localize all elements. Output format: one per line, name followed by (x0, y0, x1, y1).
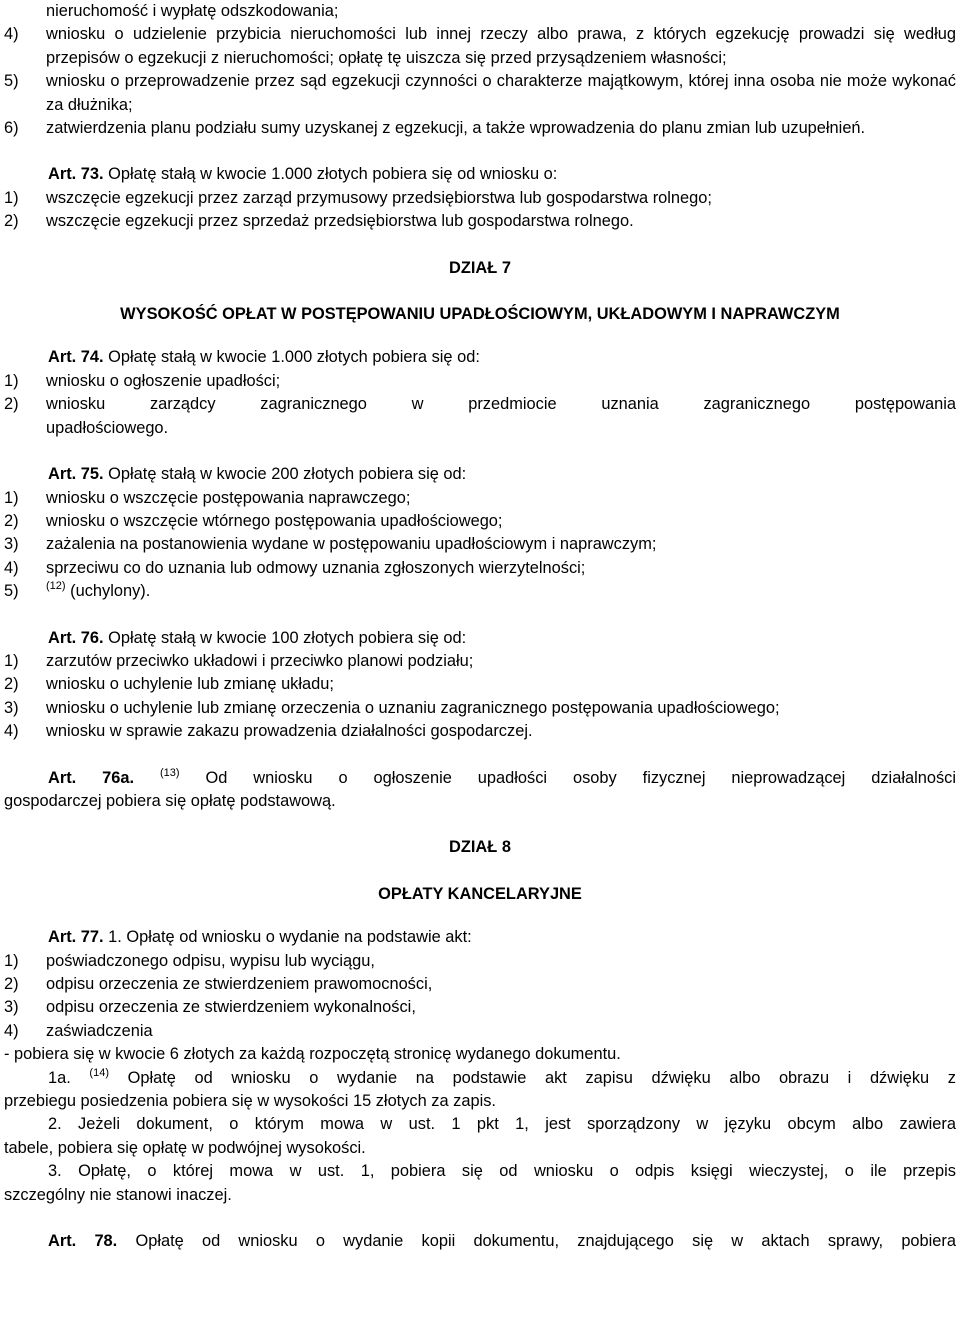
item-number: 2) (4, 511, 19, 530)
list-item (4, 23, 956, 70)
footnote-marker: (14) (89, 1066, 109, 1079)
item-number: 4) (4, 558, 19, 577)
article-label: Art. 77. (48, 928, 104, 947)
article-text: gospodarczej pobiera się opłatę podstawową. (4, 791, 336, 810)
ust-text: 3. Opłatę, o której mowa w ust. 1, pobiera się od wniosku o odpis księgi wieczystej, o ile przepis (48, 1162, 956, 1181)
item-text: wniosku o uchylenie lub zmianę orzeczenia o uznaniu zagranicznego postępowania upadłościowego; (46, 698, 780, 717)
item-text: wniosku o udzielenie przybicia nieruchomości lub innej rzeczy albo prawa, z których egzekucję prowadzi się według przepisów o egzekucji z nieruchomości; opłatę tę uiszcza się przed przysądzeniem własności; (46, 25, 956, 67)
article-text: Od wniosku o ogłoszenie upadłości osoby fizycznej nieprowadzącej działalności (205, 768, 956, 787)
ust-text: 2. Jeżeli dokument, o którym mowa w ust. 1 pkt 1, jest sporządzony w języku obcym albo zawiera (48, 1115, 956, 1134)
article-label: Art. 78. (48, 1232, 118, 1251)
item-text: sprzeciwu co do uznania lub odmowy uznania zgłoszonych wierzytelności; (46, 558, 586, 577)
item-text: wszczęcie egzekucji przez zarząd przymusowy przedsiębiorstwa lub gospodarstwa rolnego; (46, 188, 712, 207)
item-text: wniosku o uchylenie lub zmianę układu; (46, 675, 334, 694)
article-text: Opłatę stałą w kwocie 100 złotych pobiera się od: (108, 628, 467, 647)
list-item (4, 393, 956, 440)
list-item (4, 650, 956, 673)
section-heading: DZIAŁ 8 (449, 838, 511, 857)
item-text: wniosku w sprawie zakazu prowadzenia działalności gospodarczej. (46, 722, 533, 741)
item-number: 3) (4, 535, 19, 554)
item-text: upadłościowego. (46, 418, 169, 437)
item-number: 6) (4, 119, 19, 138)
article-text: 1. Opłatę od wniosku o wydanie na podstawie akt: (108, 928, 472, 947)
article-text: Opłatę stałą w kwocie 200 złotych pobiera się od: (108, 465, 467, 484)
article-label: Art. 74. (48, 348, 104, 367)
list-item (4, 70, 956, 117)
list-item (4, 1020, 956, 1043)
item-number: 3) (4, 998, 19, 1017)
list-item (4, 580, 956, 603)
item-number: 1) (4, 951, 19, 970)
list-item (4, 697, 956, 720)
ust-text: tabele, pobiera się opłatę w podwójnej wysokości. (4, 1138, 366, 1157)
article-77-ust-2 (4, 1113, 956, 1160)
section-title: WYSOKOŚĆ OPŁAT W POSTĘPOWANIU UPADŁOŚCIOWYM, UKŁADOWYM I NAPRAWCZYM (120, 305, 840, 324)
item-text: poświadczonego odpisu, wypisu lub wyciągu, (46, 951, 375, 970)
item-text: nieruchomość i wypłatę odszkodowania; (46, 2, 339, 20)
item-number: 1) (4, 188, 19, 207)
list-item (4, 973, 956, 996)
article-77-ust-1a (4, 1067, 956, 1114)
item-number: 2) (4, 975, 19, 993)
list-item (4, 950, 956, 973)
article-76a (4, 767, 956, 814)
item-text: odpisu orzeczenia ze stwierdzeniem wykonalności, (46, 998, 416, 1017)
item-number: 3) (4, 698, 19, 717)
footnote-marker: (12) (46, 580, 66, 593)
section-heading: DZIAŁ 7 (449, 258, 511, 277)
article-77-items (4, 950, 956, 1044)
article-77 (4, 926, 956, 949)
item-number: 1) (4, 651, 19, 670)
article-text: Opłatę stałą w kwocie 1.000 złotych pobiera się od: (108, 348, 480, 367)
article-76 (4, 627, 956, 650)
article-77-ust-3 (4, 1160, 956, 1207)
list-item (4, 720, 956, 743)
article-77-tail: - pobiera się w kwocie 6 złotych za każdą rozpoczętą stronicę wydanego dokumentu. (4, 1045, 621, 1064)
item-text: zażalenia na postanowienia wydane w postępowaniu upadłościowym i naprawczym; (46, 535, 657, 554)
list-item (4, 210, 956, 233)
item-text: wniosku o ogłoszenie upadłości; (46, 371, 281, 390)
ust-text: szczególny nie stanowi inaczej. (4, 1185, 232, 1204)
article-text: Opłatę stałą w kwocie 1.000 złotych pobiera się od wniosku o: (108, 165, 558, 184)
article-text: Opłatę od wniosku o wydanie kopii dokumentu, znajdującego się w aktach sprawy, pobiera (135, 1232, 956, 1251)
ust-text: Opłatę od wniosku o wydanie na podstawie akt zapisu dźwięku albo obrazu i dźwięku z (127, 1068, 956, 1087)
article-76-items (4, 650, 956, 744)
item-number: 2) (4, 212, 19, 231)
item-text: zatwierdzenia planu podziału sumy uzyskanej z egzekucji, a także wprowadzenia do planu zmian lub uzupełnień. (46, 119, 866, 138)
article-73-items (4, 187, 956, 234)
article-label: Art. 75. (48, 465, 104, 484)
section-title: OPŁATY KANCELARYJNE (378, 884, 582, 903)
article-75-items (4, 487, 956, 604)
item-text: zaświadczenia (46, 1021, 153, 1040)
article-label: Art. 73. (48, 165, 104, 184)
ust-text: przebiegu posiedzenia pobiera się w wysokości 15 złotych za zapis. (4, 1092, 496, 1111)
item-text: odpisu orzeczenia ze stwierdzeniem prawomocności, (46, 975, 433, 993)
item-text: wniosku o przeprowadzenie przez sąd egzekucji czynności o charakterze majątkowym, której inna osoba nie może wykonać za dłużnika; (46, 72, 956, 114)
item-number: 4) (4, 722, 19, 741)
item-number: 1) (4, 488, 19, 507)
list-item (4, 510, 956, 533)
item-number: 5) (4, 582, 19, 601)
article-73 (4, 163, 956, 186)
item-text: wszczęcie egzekucji przez sprzedaż przedsiębiorstwa lub gospodarstwa rolnego. (46, 212, 634, 231)
list-item (4, 673, 956, 696)
article-label: Art. 76a. (48, 768, 135, 787)
list-item (4, 187, 956, 210)
item-text: wniosku o wszczęcie postępowania naprawczego; (46, 488, 411, 507)
item-number: 2) (4, 395, 19, 414)
list-item (4, 533, 956, 556)
item-number: 4) (4, 25, 19, 44)
article-label: Art. 76. (48, 628, 104, 647)
list-item (4, 996, 956, 1019)
list-item (4, 370, 956, 393)
article-75 (4, 463, 956, 486)
list-item (4, 557, 956, 580)
article-78 (4, 1230, 956, 1253)
item-number: 1) (4, 371, 19, 390)
item-number: 4) (4, 1021, 19, 1040)
continued-line (4, 0, 956, 23)
list-item (4, 487, 956, 510)
item-text: zarzutów przeciwko układowi i przeciwko planowi podziału; (46, 651, 474, 670)
article-74 (4, 346, 956, 369)
ust-label: 1a. (48, 1068, 71, 1087)
footnote-marker: (13) (160, 766, 180, 779)
item-text: wniosku zarządcy zagranicznego w przedmiocie uznania zagranicznego postępowania (46, 395, 956, 414)
item-number: 2) (4, 675, 19, 694)
item-text: wniosku o wszczęcie wtórnego postępowania upadłościowego; (46, 511, 503, 530)
item-text: (uchylony). (70, 582, 151, 601)
item-number: 5) (4, 72, 19, 91)
list-item (4, 117, 956, 140)
